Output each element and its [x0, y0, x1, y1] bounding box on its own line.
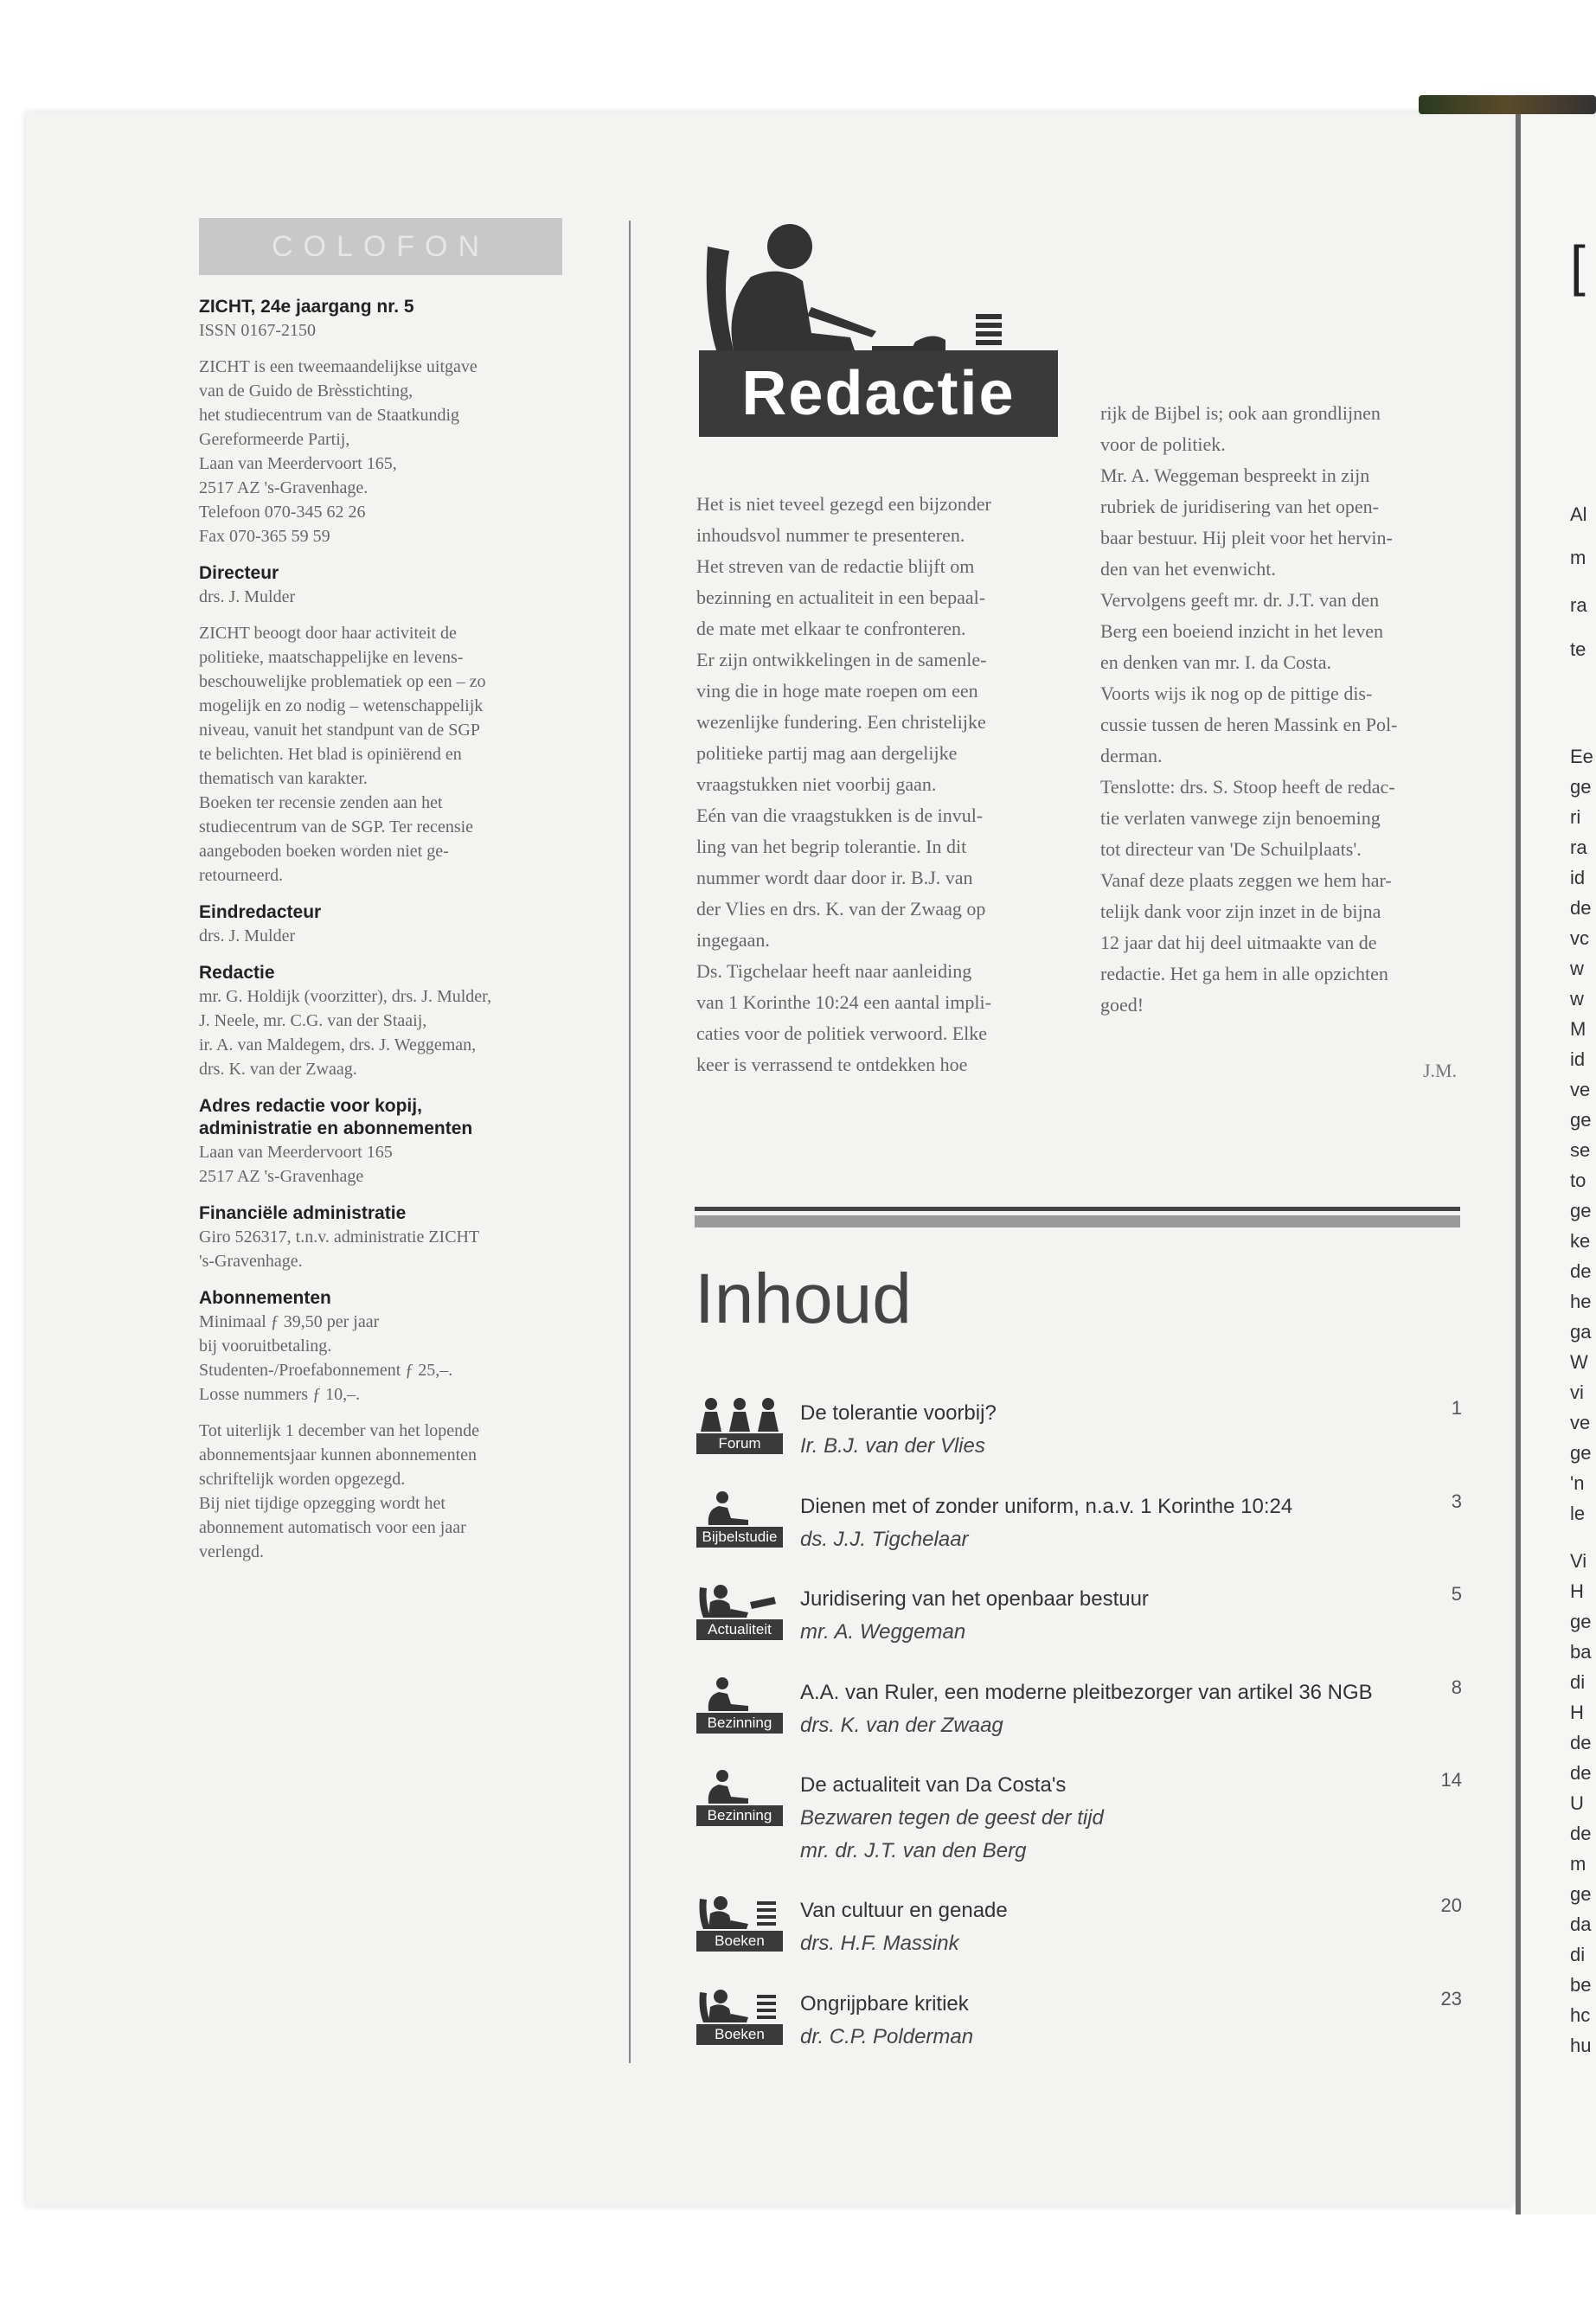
next-page-fragment: di — [1570, 1944, 1586, 1965]
toc-category-tag: Forum — [696, 1433, 783, 1454]
toc-item — [696, 1490, 1462, 1573]
redactie-column-1 — [696, 489, 1060, 1080]
toc-article-author: Ir. B.J. van der Vlies — [800, 1434, 985, 1458]
redactie-line: caties voor de politiek verwoord. Elke — [696, 1022, 988, 1044]
toc-category-tag: Boeken — [696, 2024, 783, 2045]
redactie-line: der Vlies en drs. K. van der Zwaag op — [696, 898, 986, 920]
toc-category-tag: Boeken — [696, 1931, 783, 1952]
redactie-line: rubriek de juridisering van het open- — [1100, 496, 1379, 517]
next-page-fragment: ge — [1570, 1883, 1592, 1905]
toc-article-author: ds. J.J. Tigchelaar — [800, 1528, 969, 1551]
toc-article-author: dr. C.P. Polderman — [800, 2025, 974, 2048]
inhoud-title: Inhoud — [695, 1259, 912, 1338]
adres-label: Adres redactie voor kopij, administratie en abonnementen — [199, 1096, 473, 1138]
next-page-fragment: he — [1570, 1291, 1592, 1312]
adres-text: Laan van Meerdervoort 165 2517 AZ 's-Gravenhage — [199, 1143, 393, 1186]
next-page-fragment: ge — [1570, 1442, 1592, 1464]
redactie-line: keer is verrassend te ontdekken hoe — [696, 1054, 968, 1075]
redactie-line: cussie tussen de heren Massink en Pol- — [1100, 714, 1398, 735]
redactie-banner: Redactie — [699, 350, 1058, 437]
redactie-line: vraagstukken niet voorbij gaan. — [696, 773, 937, 795]
next-page-fragment: 'n — [1570, 1472, 1585, 1494]
next-page-fragment: te — [1570, 638, 1586, 660]
next-page-fragment: id — [1570, 1048, 1586, 1070]
redactie-members: mr. G. Holdijk (voorzitter), drs. J. Mulder, J. Neele, mr. C.G. van der Staaij, ir. A. van Maldegem, drs. J. Weggeman, drs. K. van der Zwaag. — [199, 987, 492, 1079]
financieel-text: Giro 526317, t.n.v. administratie ZICHT 's-Gravenhage. — [199, 1227, 480, 1271]
toc-article-title: De actualiteit van Da Costa's — [800, 1773, 1067, 1797]
next-page-fragment: se — [1570, 1139, 1591, 1161]
toc-page-number: 5 — [1451, 1583, 1462, 1605]
next-page-fragment: ba — [1570, 1641, 1592, 1663]
next-page-fragment: U — [1570, 1792, 1584, 1814]
eindredacteur-label: Eindredacteur — [199, 902, 322, 922]
redactie-line: van 1 Korinthe 10:24 een aantal impli- — [696, 991, 991, 1013]
next-page-fragment: vi — [1570, 1381, 1584, 1403]
toc-article-author: mr. dr. J.T. van den Berg — [800, 1839, 1027, 1862]
next-page-fragment: hu — [1570, 2035, 1592, 2056]
redactie-line: ingegaan. — [696, 929, 770, 951]
toc-article-title: Juridisering van het openbaar bestuur — [800, 1587, 1149, 1611]
toc-article-title: Van cultuur en genade — [800, 1899, 1008, 1922]
toc-item — [696, 1676, 1462, 1759]
publisher-info: ZICHT is een tweemaandelijkse uitgave van de Guido de Brèsstichting, het studiecentrum van de Staatkundig Gereformeerde Partij, Laan van Meerdervoort 165, 2517 AZ 's-Gravenhage. Telefoon 070-345 62 26 Fax 070-365 59 59 — [199, 357, 478, 546]
next-page-heading-fragment: [ — [1570, 234, 1586, 297]
toc-category-tag: Bijbelstudie — [696, 1527, 783, 1548]
toc-page-number: 3 — [1451, 1490, 1462, 1512]
redactie-line: Berg een boeiend inzicht in het leven — [1100, 620, 1384, 642]
toc-article-title: De tolerantie voorbij? — [800, 1401, 997, 1425]
next-page-fragment: ve — [1570, 1079, 1591, 1100]
next-page-fragment: de — [1570, 1762, 1592, 1784]
section-rule-dark — [695, 1207, 1460, 1211]
next-page-fragment: ge — [1570, 776, 1592, 798]
toc-page-number: 14 — [1440, 1769, 1462, 1791]
redactie-line: wezenlijke fundering. Een christelijke — [696, 711, 986, 733]
redactie-line: Ds. Tigchelaar heeft naar aanleiding — [696, 960, 972, 982]
redactie-line: redactie. Het ga hem in alle opzichten — [1100, 963, 1388, 984]
next-page-fragment: de — [1570, 897, 1592, 919]
next-page-fragment: de — [1570, 1260, 1592, 1282]
toc-page-number: 23 — [1440, 1988, 1462, 2009]
next-page-fragment: ra — [1570, 594, 1587, 616]
next-page-fragment: de — [1570, 1732, 1592, 1753]
toc-article-author: drs. K. van der Zwaag — [800, 1714, 1003, 1737]
toc-category-tag: Bezinning — [696, 1805, 783, 1826]
section-rule-grey — [695, 1215, 1460, 1227]
redactie-line: rijk de Bijbel is; ook aan grondlijnen — [1100, 402, 1381, 424]
next-page-fragment: da — [1570, 1913, 1592, 1935]
next-page-fragment: H — [1570, 1580, 1584, 1602]
toc-item — [696, 1583, 1462, 1665]
opzegging-text: Tot uiterlijk 1 december van het lopende abonnementsjaar kunnen abonnementen schriftelijk worden opgezegd. Bij niet tijdige opzegging wordt het abonnement automatisch voor een jaar verlengd. — [199, 1421, 480, 1561]
next-page-fragment: w — [1570, 988, 1584, 1009]
next-page-fragment: to — [1570, 1170, 1586, 1191]
next-page-fragment: m — [1570, 1853, 1586, 1875]
redactie-line: 12 jaar dat hij deel uitmaakte van de — [1100, 932, 1377, 953]
next-page-fragment: ve — [1570, 1412, 1591, 1433]
next-page-fragment: id — [1570, 867, 1586, 888]
column-divider — [629, 221, 631, 2063]
eindredacteur-name: drs. J. Mulder — [199, 926, 296, 945]
colofon-column — [199, 218, 562, 1564]
next-page-fragment: be — [1570, 1974, 1592, 1996]
editor-initials: J.M. — [1423, 1060, 1458, 1081]
redactie-line: en denken van mr. I. da Costa. — [1100, 651, 1331, 673]
redactie-line: ving die in hoge mate roepen om een — [696, 680, 978, 702]
toc-article-title: A.A. van Ruler, een moderne pleitbezorger van artikel 36 NGB — [800, 1681, 1373, 1704]
next-page-fragment: ge — [1570, 1200, 1592, 1221]
redactie-line: tie verlaten vanwege zijn benoeming — [1100, 807, 1381, 829]
next-page-fragment: ri — [1570, 806, 1581, 828]
redactie-line: ling van het begrip tolerantie. In dit — [696, 836, 967, 857]
redactie-line: goed! — [1100, 994, 1144, 1016]
toc-page-number: 20 — [1440, 1894, 1462, 1916]
redactie-line: Tenslotte: drs. S. Stoop heeft de redac- — [1100, 776, 1395, 798]
colofon-header: COLOFON — [199, 218, 562, 275]
redactie-line: nummer wordt daar door ir. B.J. van — [696, 867, 973, 888]
redactie-line: Het streven van de redactie blijft om — [696, 555, 975, 577]
issue-title: ZICHT, 24e jaargang nr. 5 — [199, 297, 414, 317]
next-page-fragment: de — [1570, 1823, 1592, 1844]
next-page-fragment: ge — [1570, 1611, 1592, 1632]
next-page-fragment: Al — [1570, 503, 1587, 525]
toc-article-title: Dienen met of zonder uniform, n.a.v. 1 Korinthe 10:24 — [800, 1495, 1293, 1518]
toc-item — [696, 1988, 1462, 2070]
redactie-line: voor de politiek. — [1100, 433, 1226, 455]
next-page-fragment: di — [1570, 1671, 1586, 1693]
toc-page-number: 1 — [1451, 1397, 1462, 1419]
toc-category-tag: Actualiteit — [696, 1619, 783, 1640]
about-text: ZICHT beoogt door haar activiteit de politieke, maatschappelijke en levens- beschouwelijke problematiek op een – zo mogelijk en zo nodig – wetenschappelijk niveau, vanuit het standpunt van de SGP te belichten. Het blad is opiniërend en thematisch van karakter. Boeken ter recensie zenden aan het studiecentrum van de SGP. Ter recensie aangeboden boeken worden niet ge- retourneerd. — [199, 624, 486, 885]
abonnementen-label: Abonnementen — [199, 1288, 331, 1308]
next-page-fragment: ga — [1570, 1321, 1592, 1343]
next-page-fragment: le — [1570, 1503, 1586, 1524]
redactie-line: tot directeur van 'De Schuilplaats'. — [1100, 838, 1362, 860]
toc-item — [696, 1894, 1462, 1977]
redactie-line: telijk dank voor zijn inzet in de bijna — [1100, 901, 1381, 922]
next-page-fragment: Vi — [1570, 1550, 1587, 1572]
issn: ISSN 0167-2150 — [199, 321, 317, 340]
toc-page-number: 8 — [1451, 1676, 1462, 1698]
binding-edge — [1419, 95, 1596, 114]
redactie-line: Voorts wijs ik nog op de pittige dis- — [1100, 683, 1373, 704]
next-page-fragment: vc — [1570, 927, 1589, 949]
redactie-line: derman. — [1100, 745, 1163, 766]
abonnementen-text: Minimaal ƒ 39,50 per jaar bij vooruitbetaling. Studenten-/Proefabonnement ƒ 25,–. Losse nummers ƒ 10,–. — [199, 1312, 453, 1404]
redactie-line: Het is niet teveel gezegd een bijzonder — [696, 493, 991, 515]
redactie-line: baar bestuur. Hij pleit voor het hervin- — [1100, 527, 1393, 548]
next-page-fragment: H — [1570, 1702, 1584, 1723]
redactie-line: Eén van die vraagstukken is de invul- — [696, 804, 984, 826]
toc-item — [696, 1397, 1462, 1479]
redactie-column-2 — [1100, 398, 1464, 1021]
directeur-label: Directeur — [199, 563, 279, 583]
redactie-line: bezinning en actualiteit in een bepaal- — [696, 586, 986, 608]
next-page-fragment: m — [1570, 547, 1586, 568]
next-page-fragment: Ee — [1570, 746, 1593, 767]
toc-item — [696, 1769, 1462, 1862]
redactie-line: de mate met elkaar te confronteren. — [696, 618, 966, 639]
redactie-label: Redactie — [199, 963, 275, 983]
toc-article-author: mr. A. Weggeman — [800, 1620, 966, 1644]
next-page-fragment: M — [1570, 1018, 1586, 1040]
toc-article-subtitle: Bezwaren tegen de geest der tijd — [800, 1806, 1104, 1830]
next-page-fragment: ke — [1570, 1230, 1591, 1252]
next-page-fragment: ra — [1570, 836, 1587, 858]
redactie-line: Er zijn ontwikkelingen in de samenle- — [696, 649, 987, 670]
redactie-line: Mr. A. Weggeman bespreekt in zijn — [1100, 465, 1370, 486]
toc-article-title: Ongrijpbare kritiek — [800, 1992, 969, 2016]
next-page-fragment: w — [1570, 958, 1584, 979]
redactie-line: Vanaf deze plaats zeggen we hem har- — [1100, 869, 1392, 891]
redactie-line: inhoudsvol nummer te presenteren. — [696, 524, 965, 546]
next-page-fragment: W — [1570, 1351, 1588, 1373]
next-page-fragment: ge — [1570, 1109, 1592, 1131]
redactie-line: den van het evenwicht. — [1100, 558, 1276, 580]
toc-article-author: drs. H.F. Massink — [800, 1932, 959, 1955]
toc-category-tag: Bezinning — [696, 1713, 783, 1734]
financieel-label: Financiële administratie — [199, 1203, 407, 1223]
directeur-name: drs. J. Mulder — [199, 587, 296, 606]
redactie-line: Vervolgens geeft mr. dr. J.T. van den — [1100, 589, 1380, 611]
redactie-line: politieke partij mag aan dergelijke — [696, 742, 958, 764]
next-page-fragment: hc — [1570, 2004, 1591, 2026]
